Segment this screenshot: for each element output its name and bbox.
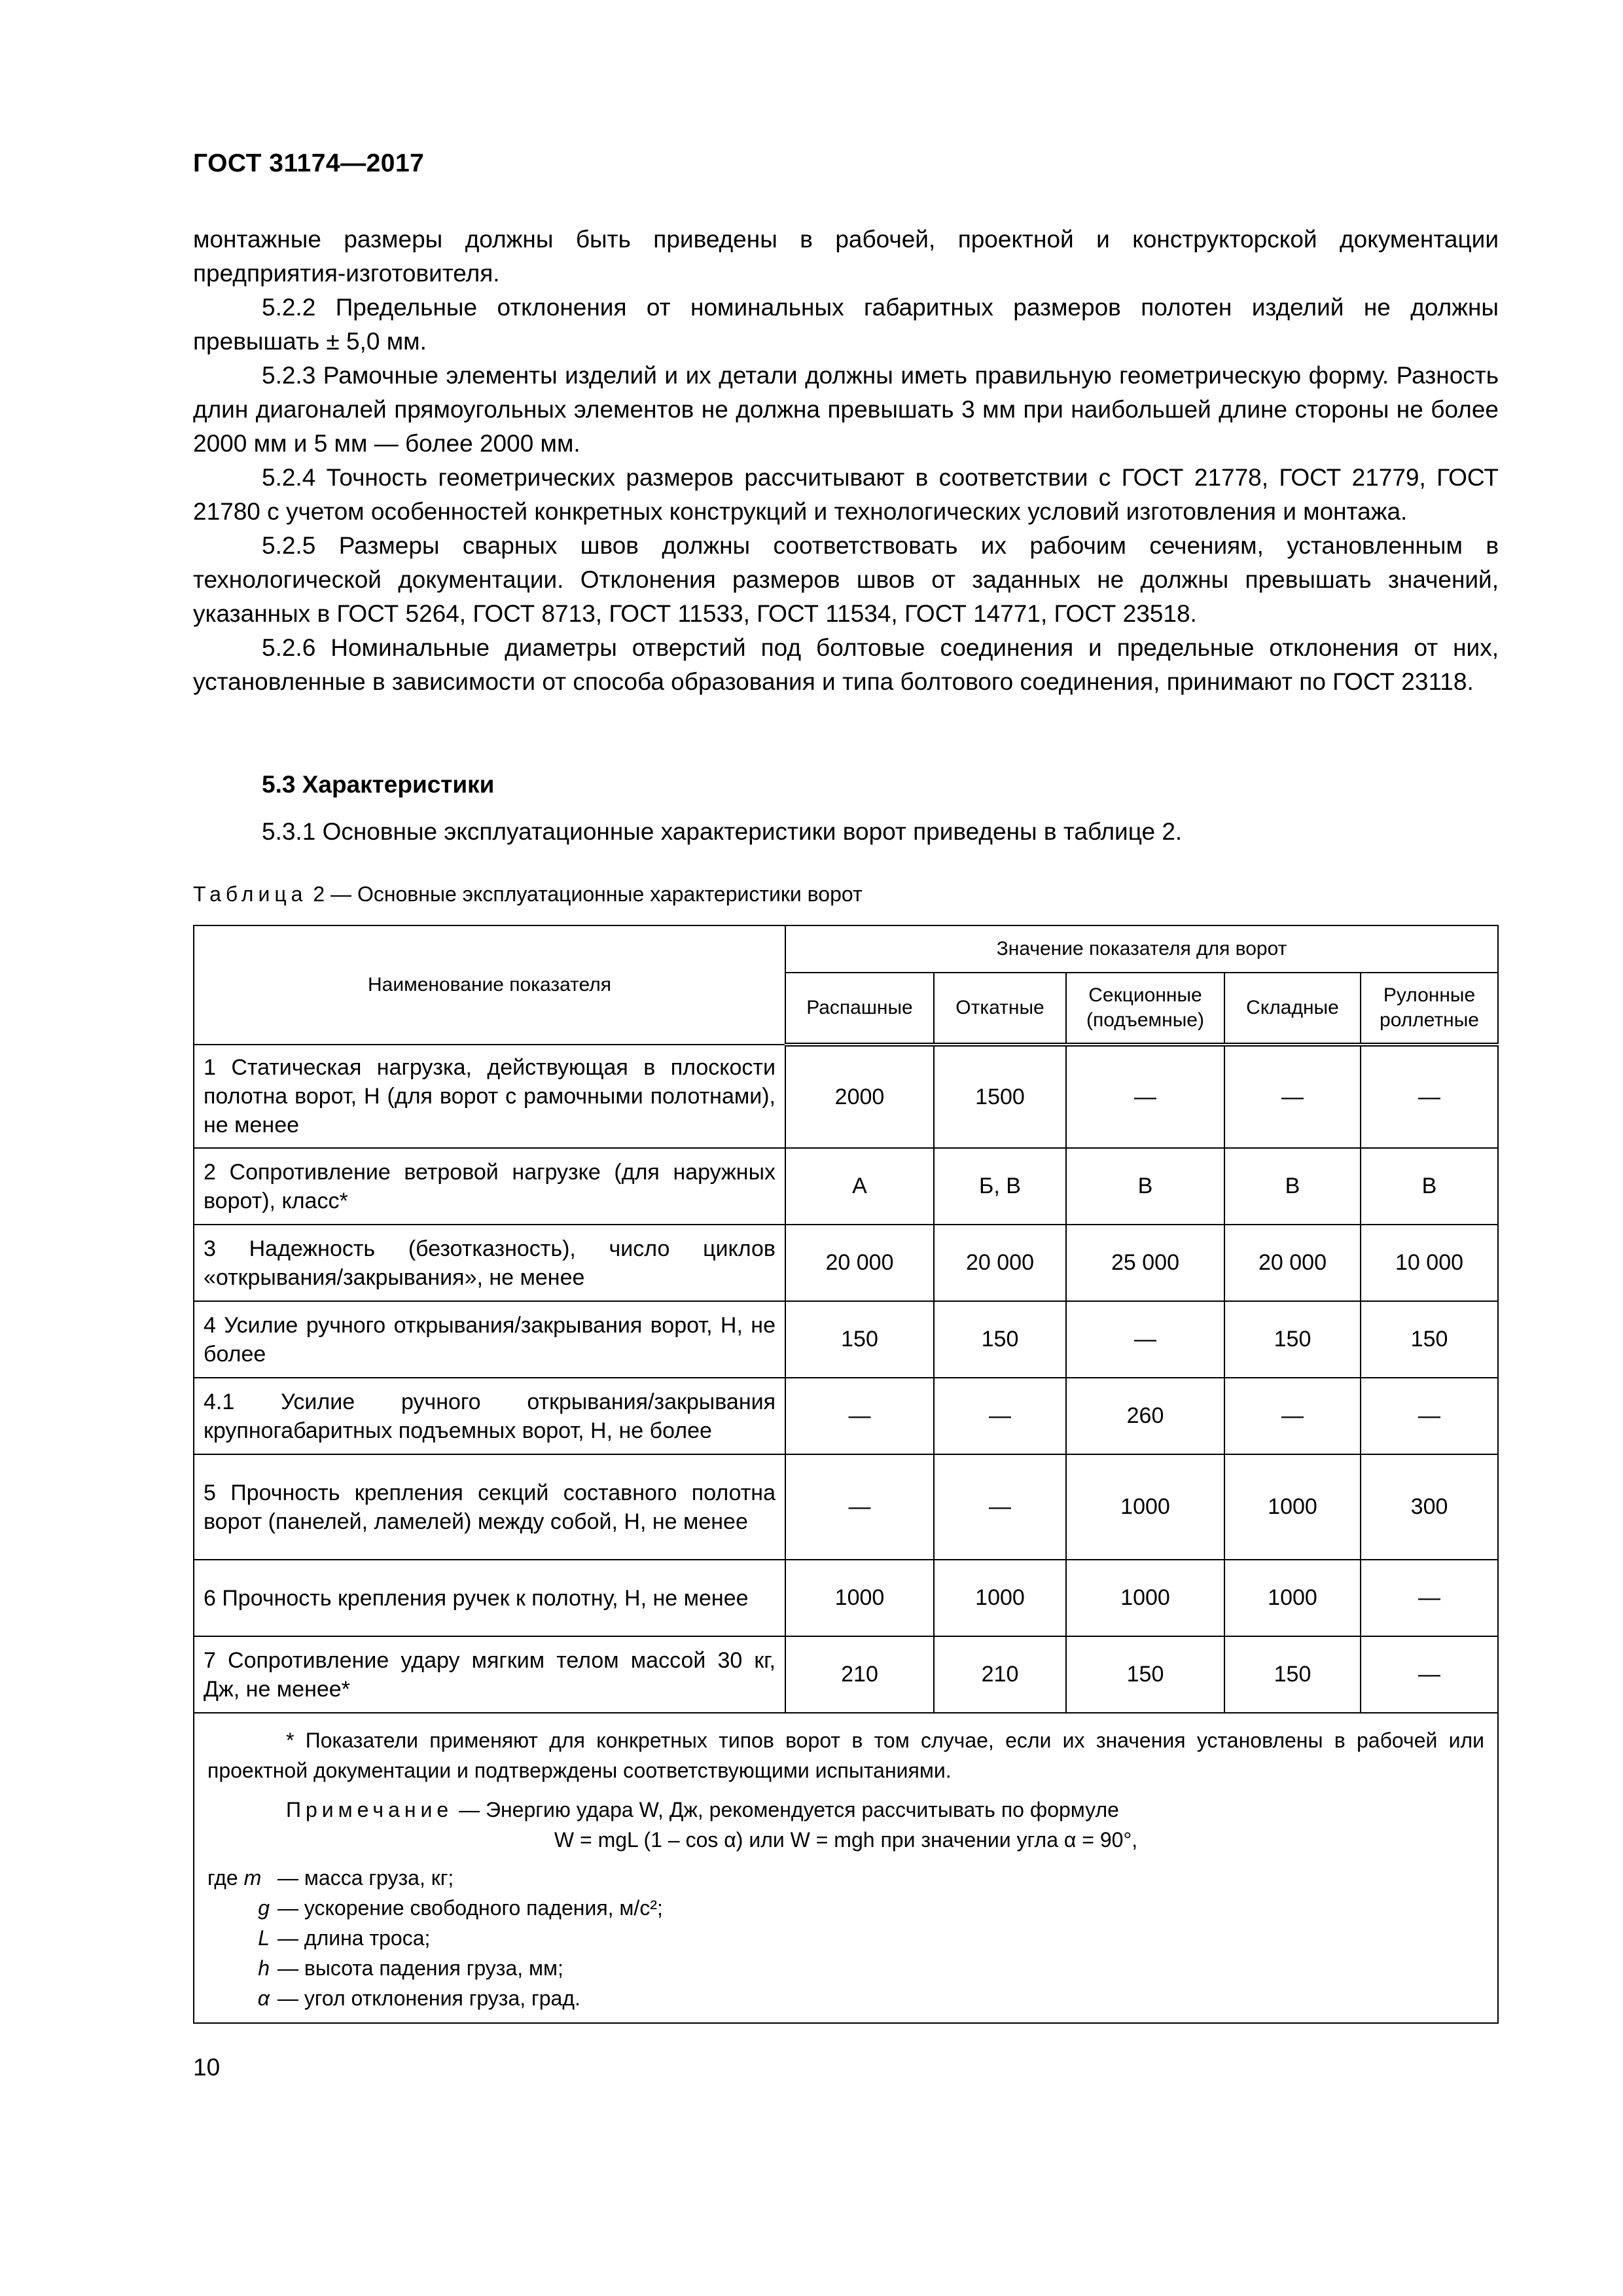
- legend-row: [207, 1953, 1484, 1983]
- table-cell: —: [785, 1378, 934, 1454]
- table-cell: 1000: [1066, 1454, 1224, 1560]
- table-cell: 1000: [1224, 1454, 1361, 1560]
- table-cell: 1000: [1066, 1560, 1224, 1636]
- row-label: 4.1 Усилие ручного открывания/закрывания крупногабаритных подъемных ворот, Н, не более: [194, 1378, 785, 1454]
- table-cell: 150: [934, 1301, 1066, 1378]
- table-cell: —: [785, 1454, 934, 1560]
- legend-symbol: g: [258, 1896, 270, 1920]
- table-row: [194, 1454, 1498, 1560]
- row-label: 2 Сопротивление ветровой нагрузке (для наружных ворот), класс*: [194, 1148, 785, 1225]
- table-caption-text: 2 — Основные эксплуатационные характеристики ворот: [307, 882, 863, 906]
- paragraph-5-2-5: 5.2.5 Размеры сварных швов должны соответствовать их рабочим сечениям, установленным в технологической документации. Отклонения размеров швов от заданных не должны превышать значений, указанных в ГОСТ 5264, ГОСТ 8713, ГОСТ 11533, ГОСТ 11534, ГОСТ 14771, ГОСТ 23518.: [193, 532, 1499, 627]
- row-label: 1 Статическая нагрузка, действующая в плоскости полотна ворот, Н (для ворот с рамочными полотнами), не менее: [194, 1045, 785, 1148]
- row-label: 4 Усилие ручного открывания/закрывания ворот, Н, не более: [194, 1301, 785, 1378]
- legend-text: — масса груза, кг;: [277, 1866, 454, 1890]
- column-group-header: Значение показателя для ворот: [785, 925, 1498, 973]
- table-cell: 10 000: [1361, 1225, 1498, 1301]
- table-cell: А: [785, 1148, 934, 1225]
- legend-row: [207, 1983, 1484, 2013]
- table-cell: 25 000: [1066, 1225, 1224, 1301]
- table-cell: 1000: [785, 1560, 934, 1636]
- row-label: 7 Сопротивление удару мягким телом массой 30 кг, Дж, не менее*: [194, 1636, 785, 1713]
- legend-row: [207, 1863, 1484, 1893]
- table-cell: —: [1224, 1045, 1361, 1148]
- legend-symbol: α: [257, 1986, 270, 2010]
- table-row: [194, 1148, 1498, 1225]
- table-cell: Б, В: [934, 1148, 1066, 1225]
- legend-text: — высота падения груза, мм;: [277, 1956, 563, 1980]
- table-cell: —: [1066, 1045, 1224, 1148]
- table-row: [194, 1225, 1498, 1301]
- table-cell: —: [1361, 1560, 1498, 1636]
- paragraph-5-3-1: 5.3.1 Основные эксплуатационные характеристики ворот приведены в таблице 2.: [262, 818, 1183, 845]
- table-cell: 2000: [785, 1045, 934, 1148]
- table-cell: 150: [1224, 1636, 1361, 1713]
- table-cell: 210: [785, 1636, 934, 1713]
- table-cell: —: [1361, 1045, 1498, 1148]
- legend-row: [207, 1893, 1484, 1923]
- paragraph-5-2-6: 5.2.6 Номинальные диаметры отверстий под болтовые соединения и предельные отклонения от них, установленные в зависимости от способа образования и типа болтового соединения, принимают по ГОСТ 23118.: [193, 634, 1499, 695]
- column-header: Рулонные роллетные: [1361, 973, 1498, 1045]
- paragraph-5-2-3: 5.2.3 Рамочные элементы изделий и их детали должны иметь правильную геометрическую форму. Разность длин диагоналей прямоугольных элементов не должна превышать 3 мм при наибольшей длине стороны не более 2000 мм и 5 мм — более 2000 мм.: [193, 362, 1499, 457]
- table-cell: —: [1224, 1378, 1361, 1454]
- paragraph-5-2-2: 5.2.2 Предельные отклонения от номинальных габаритных размеров полотен изделий не должны превышать ± 5,0 мм.: [193, 294, 1499, 355]
- section-title: 5.3 Характеристики: [262, 771, 495, 798]
- row-label: 3 Надежность (безотказность), число циклов «открывания/закрывания», не менее: [194, 1225, 785, 1301]
- table-cell: 20 000: [785, 1225, 934, 1301]
- impact-energy-formula: W = mgL (1 – cos α) или W = mgh при значении угла α = 90°,: [554, 1828, 1138, 1852]
- paragraph-5-2-4: 5.2.4 Точность геометрических размеров рассчитывают в соответствии с ГОСТ 21778, ГОСТ 21779, ГОСТ 21780 с учетом особенностей конкретных конструкций и технологических условий изготовления и монтажа.: [193, 464, 1499, 525]
- table-cell: 20 000: [1224, 1225, 1361, 1301]
- table-cell: 1000: [934, 1560, 1066, 1636]
- table-cell: —: [934, 1454, 1066, 1560]
- table-cell: 20 000: [934, 1225, 1066, 1301]
- table-cell: 150: [1224, 1301, 1361, 1378]
- row-label: 5 Прочность крепления секций составного полотна ворот (панелей, ламелей) между собой, Н, не менее: [194, 1454, 785, 1560]
- table-row: [194, 1045, 1498, 1148]
- table-cell: 210: [934, 1636, 1066, 1713]
- body-text: [193, 223, 1499, 699]
- table-notes: [194, 1713, 1498, 2023]
- table-cell: В: [1224, 1148, 1361, 1225]
- table-cell: 150: [785, 1301, 934, 1378]
- document-header: ГОСТ 31174—2017: [193, 149, 425, 177]
- table-row: [194, 1636, 1498, 1713]
- legend-text: — угол отклонения груза, град.: [277, 1986, 580, 2010]
- table-cell: 1500: [934, 1045, 1066, 1148]
- column-header: Складные: [1224, 973, 1361, 1045]
- page-number: 10: [193, 2054, 221, 2081]
- table-row: [194, 1378, 1498, 1454]
- legend-text: — ускорение свободного падения, м/с²;: [277, 1896, 663, 1920]
- table-cell: —: [1361, 1636, 1498, 1713]
- formula-legend: [207, 1863, 1484, 2013]
- table-cell: 150: [1361, 1301, 1498, 1378]
- legend-symbol: h: [258, 1956, 270, 1980]
- table-cell: 150: [1066, 1636, 1224, 1713]
- table-note: [207, 1795, 1484, 1825]
- table-notes-row: [194, 1713, 1498, 2023]
- note-text: — Энергию удара W, Дж, рекомендуется рассчитывать по формуле: [453, 1798, 1119, 1821]
- table-cell: —: [1361, 1378, 1498, 1454]
- table-row: [194, 1301, 1498, 1378]
- table-cell: —: [934, 1378, 1066, 1454]
- legend-symbol: L: [258, 1926, 270, 1950]
- column-header-name: Наименование показателя: [194, 925, 785, 1045]
- table-cell: В: [1361, 1148, 1498, 1225]
- row-label: 6 Прочность крепления ручек к полотну, Н, не менее: [194, 1560, 785, 1636]
- paragraph-continuation: монтажные размеры должны быть приведены в рабочей, проектной и конструкторской документации предприятия-изготовителя.: [193, 226, 1499, 287]
- legend-row: [207, 1923, 1484, 1953]
- table-caption-word: Таблица: [193, 882, 308, 906]
- table-cell: 260: [1066, 1378, 1224, 1454]
- table-row: [194, 1560, 1498, 1636]
- note-word: Примечание: [286, 1798, 454, 1821]
- characteristics-table: [193, 925, 1499, 2024]
- legend-where: где m: [207, 1866, 262, 1890]
- table-caption: [193, 882, 863, 906]
- table-cell: 300: [1361, 1454, 1498, 1560]
- table-footnote: * Показатели применяют для конкретных типов ворот в том случае, если их значения установлены в рабочей или проектной документации и подтверждены соответствующими испытаниями.: [207, 1729, 1485, 1782]
- column-header: Секционные (подъемные): [1066, 973, 1224, 1045]
- legend-text: — длина троса;: [277, 1926, 431, 1950]
- table-cell: 1000: [1224, 1560, 1361, 1636]
- column-header: Откатные: [934, 973, 1066, 1045]
- table-cell: —: [1066, 1301, 1224, 1378]
- column-header: Распашные: [785, 973, 934, 1045]
- table-cell: В: [1066, 1148, 1224, 1225]
